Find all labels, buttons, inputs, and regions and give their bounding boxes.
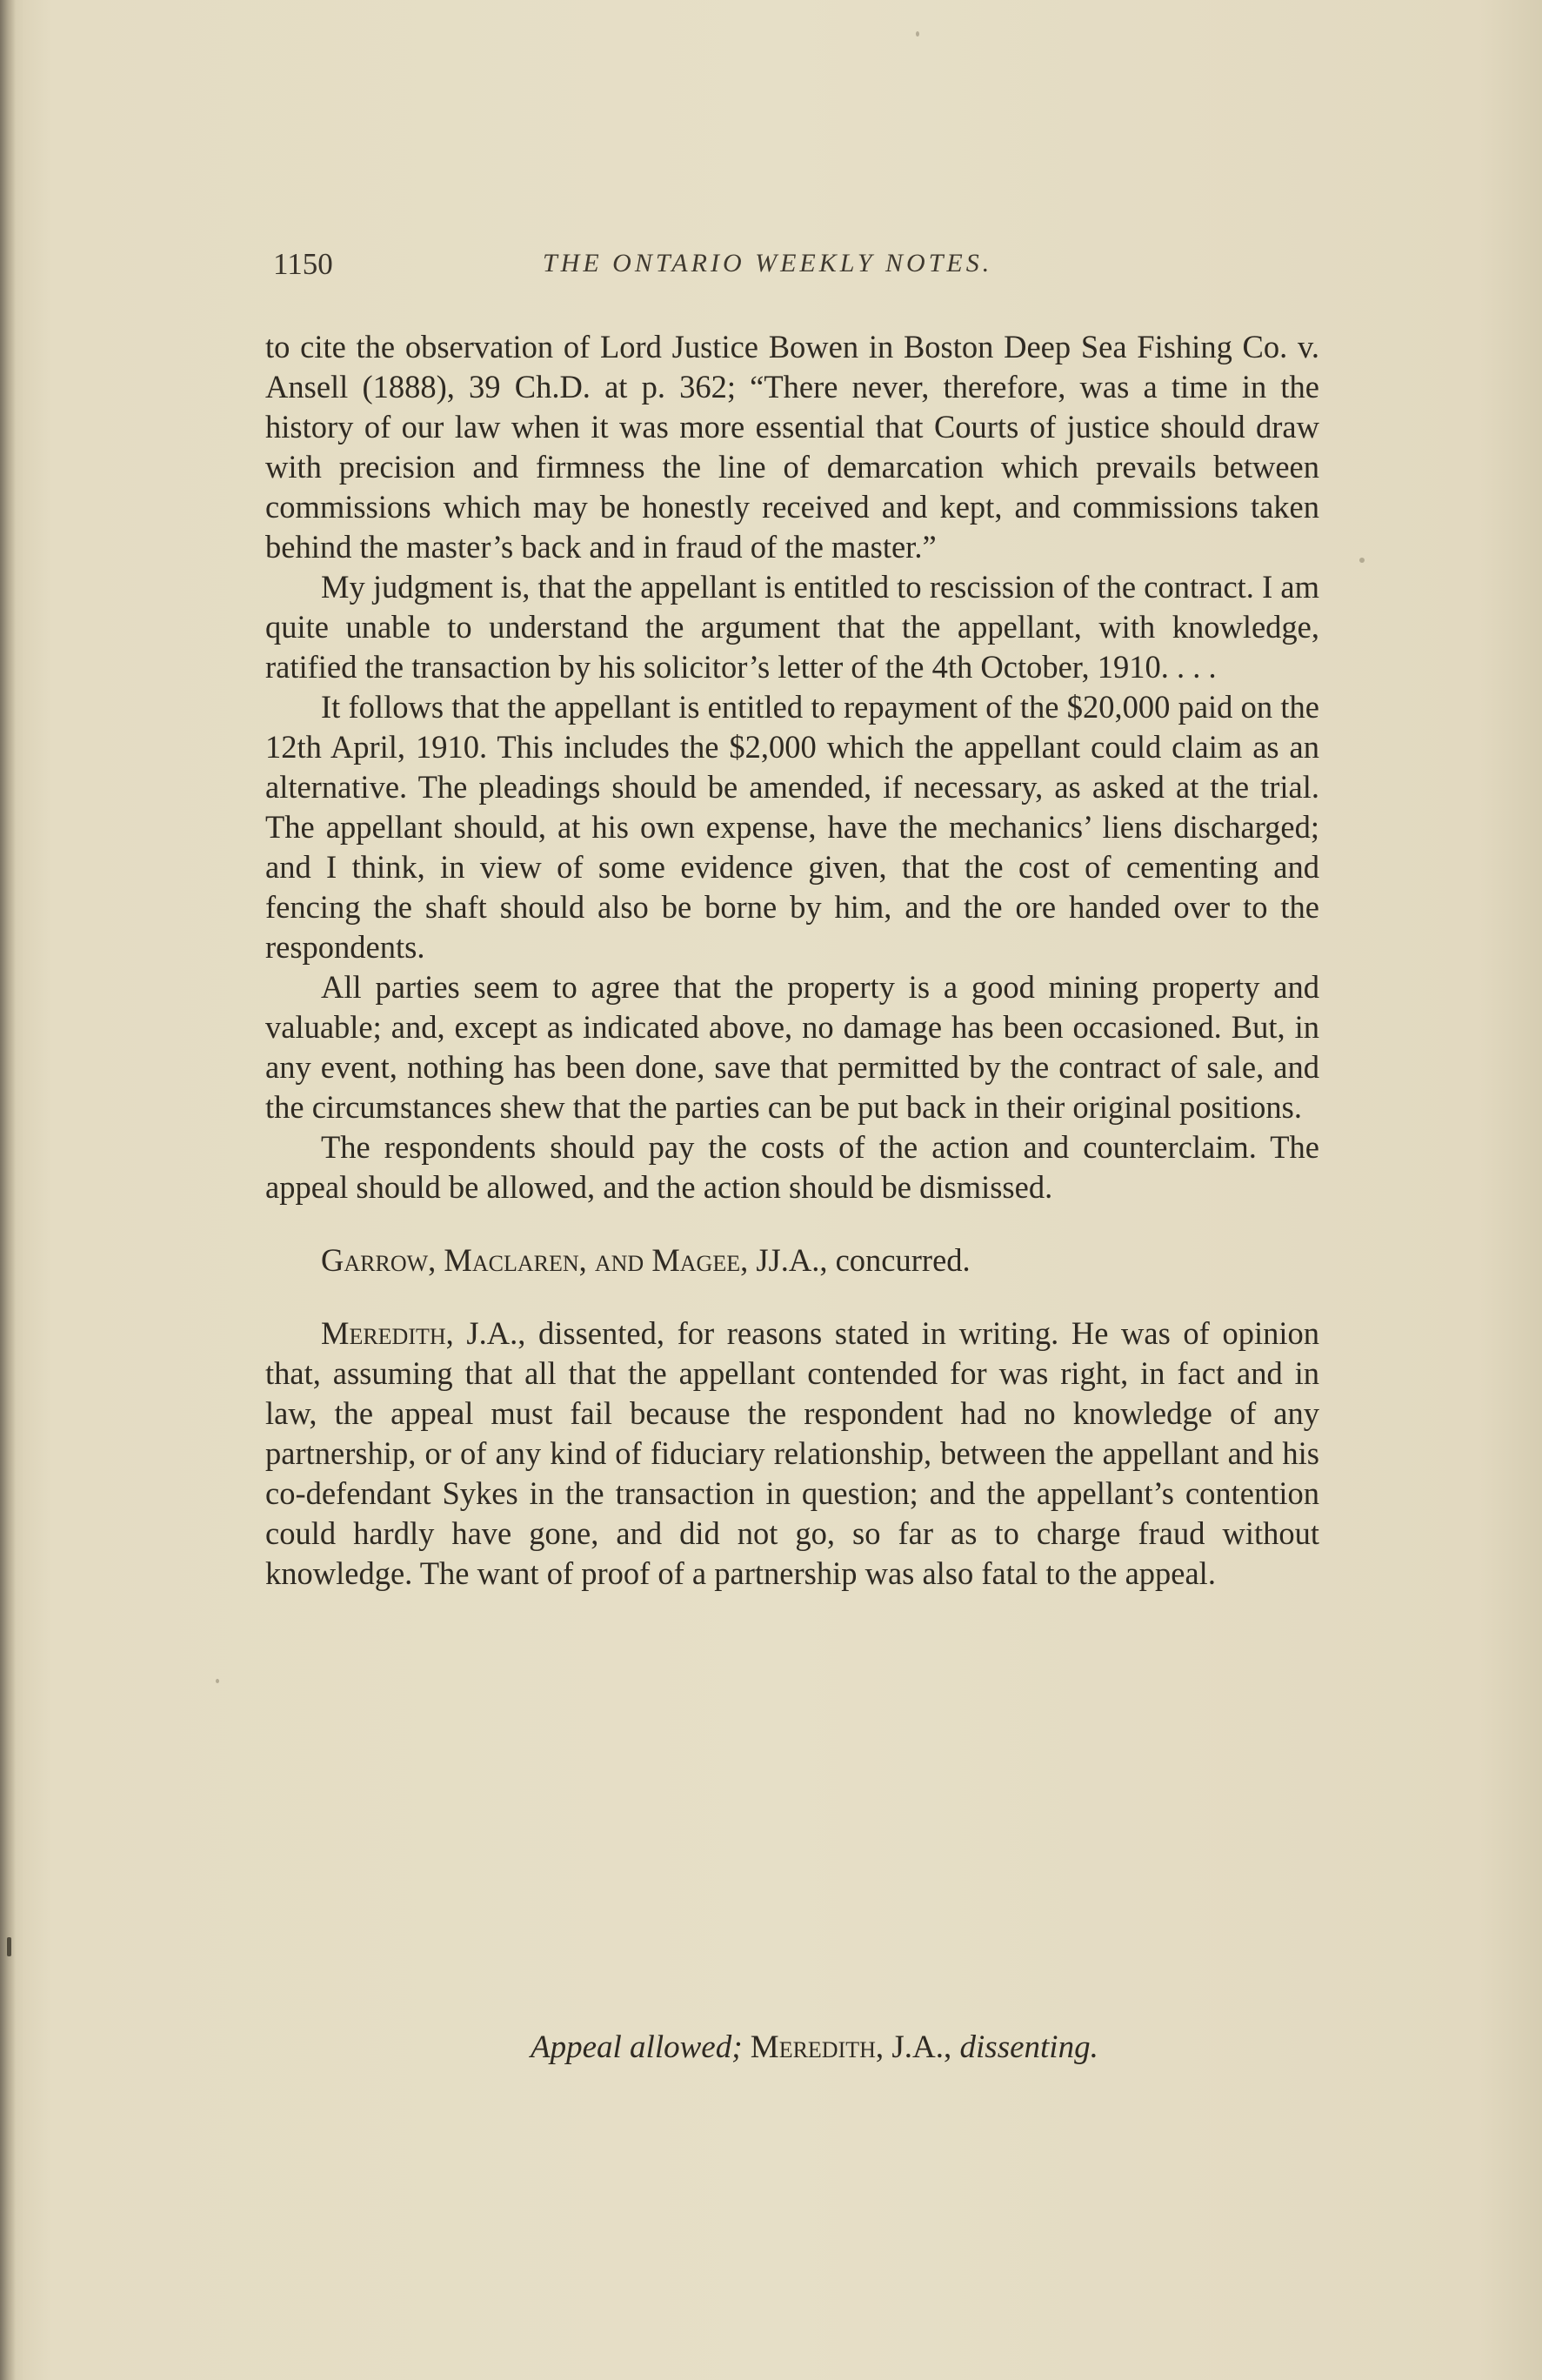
- paragraph-costs: The respondents should pay the costs of the action and counterclaim. The appeal should be allowed, and the action should be dismissed.: [265, 1129, 1319, 1205]
- disposition-dissenting: dissenting.: [959, 2029, 1098, 2065]
- disposition-result: Appeal allowed;: [531, 2029, 743, 2065]
- concurrence-text: , concurred.: [819, 1242, 971, 1278]
- ink-speck: [7, 1937, 11, 1956]
- dissent-paragraph: [265, 1314, 1319, 1594]
- paragraph-judgment: My judgment is, that the appellant is entitled to rescission of the contract. I am quite unable to understand the argument that the appellant, with knowledge, ratified the transaction by his solicitor’s letter of the 4th October, 1910. . . .: [265, 569, 1319, 685]
- page-header: [273, 247, 1334, 291]
- concurrence-line: [265, 1240, 1319, 1280]
- body-text: [265, 327, 1319, 1594]
- page-number: 1150: [273, 247, 333, 281]
- paragraph-property: All parties seem to agree that the property is a good mining property and valuable; and, except as indicated above, no damage has been occasioned. But, in any event, nothing has been done, save that permitted by the contract of sale, and the circumstances shew that the parties can be put back in their original positions.: [265, 969, 1319, 1125]
- running-head: THE ONTARIO WEEKLY NOTES.: [543, 249, 993, 277]
- concurring-judges: Garrow, Maclaren, and Magee, JJ.A.: [321, 1242, 820, 1278]
- paragraph-quote: to cite the observation of Lord Justice Bowen in Boston Deep Sea Fishing Co. v. Ansell (1888), 39 Ch.D. at p. 362; “There never, therefore, was a time in the history of our law when it was more essential that Courts of justice should draw with precision and firmness the line of demarcation which prevails between commissions which may be honestly received and kept, and commissions taken behind the master’s back and in fraud of the master.”: [265, 329, 1319, 565]
- disposition-suffix: , J.A.,: [875, 2029, 952, 2065]
- dissent-text: , J.A., dissented, for reasons stated in writing. He was of opinion that, assuming that all that the appellant contended for was right, in fact and in law, the appeal must fail because the respondent had no knowledge of any partnership, or of any kind of fiduciary relationship, between the appellant and his co-defendant Sykes in the transaction in question; and the appellant’s contention could hardly have gone, and did not go, so far as to charge fraud without knowledge. The want of proof of a partnership was also fatal to the appeal.: [265, 1315, 1319, 1591]
- paragraph-repayment: It follows that the appellant is entitled to repayment of the $20,000 paid on the 12th April, 1910. This includes the $2,000 which the appellant could claim as an alternative. The pleadings should be amended, if necessary, as asked at the trial. The appellant should, at his own expense, have the mechanics’ liens discharged; and I think, in view of some evidence given, that the cost of cementing and fencing the shaft should also be borne by him, and the ore handed over to the respondents.: [265, 689, 1319, 965]
- binding-shadow: [0, 0, 16, 2380]
- ink-speck: [216, 1679, 219, 1683]
- ink-speck: [1359, 558, 1365, 563]
- ink-speck: [916, 31, 919, 37]
- disposition-judge: Meredith: [750, 2029, 876, 2065]
- disposition-line: [531, 2029, 1098, 2066]
- dissenting-judge: Meredith: [321, 1315, 446, 1351]
